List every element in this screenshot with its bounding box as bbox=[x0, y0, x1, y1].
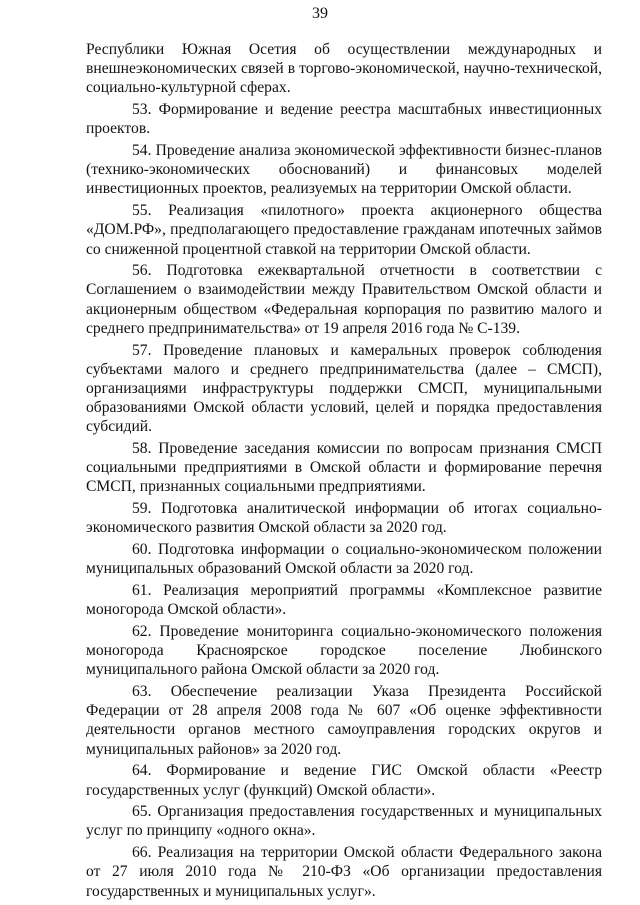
list-item: 54. Проведение анализа экономической эффективности бизнес-планов (технико-экономических обоснований) и финансовых моделей инвестиционных проектов, реализуемых на территории Омской области. bbox=[86, 142, 602, 198]
list-item: 59. Подготовка аналитической информации об итогах социально-экономического развития Омской области за 2020 год. bbox=[86, 500, 602, 537]
page-number: 39 bbox=[312, 5, 328, 22]
list-item: 56. Подготовка ежеквартальной отчетности в соответствии с Соглашением о взаимодействии между Правительством Омской области и акционерным обществом «Федеральная корпорация по развитию малого и среднего предпринимательства» от 19 апреля 2016 года № С-139. bbox=[86, 262, 602, 337]
list-item: 63. Обеспечение реализации Указа Президента Российской Федерации от 28 апреля 2008 года № 607 «Об оценке эффективности деятельности органов местного самоуправления городских округов и муниципальных районов» за 2020 год. bbox=[86, 683, 602, 758]
list-item: 62. Проведение мониторинга социально-экономического положения моногорода Красноярское городское поселение Любинского муниципального района Омской области за 2020 год. bbox=[86, 622, 602, 679]
list-item: 66. Реализация на территории Омской области Федерального закона от 27 июля 2010 года № 210-ФЗ «Об организации предоставления государственных и муниципальных услуг». bbox=[86, 844, 602, 900]
list-item: 55. Реализация «пилотного» проекта акционерного общества «ДОМ.РФ», предполагающего предоставление гражданам ипотечных займов со сниженной процентной ставкой на территории Омской области. bbox=[86, 202, 602, 258]
list-item: 57. Проведение плановых и камеральных проверок соблюдения субъектами малого и среднего предпринимательства (далее – СМСП), организациями инфраструктуры поддержки СМСП, муниципальными образованиями Омской области условий, целей и порядка предоставления субсидий. bbox=[86, 341, 602, 436]
list-item: 61. Реализация мероприятий программы «Комплексное развитие моногорода Омской области». bbox=[86, 581, 602, 619]
list-item: 53. Формирование и ведение реестра масштабных инвестиционных проектов. bbox=[86, 101, 602, 138]
list-item: 65. Организация предоставления государственных и муниципальных услуг по принципу «одного окна». bbox=[86, 803, 602, 840]
list-item: 64. Формирование и ведение ГИС Омской области «Реестр государственных услуг (функций) Омской области». bbox=[86, 762, 602, 799]
list-item: 60. Подготовка информации о социально-экономическом положении муниципальных образований Омской области за 2020 год. bbox=[86, 541, 602, 578]
list-item: 58. Проведение заседания комиссии по вопросам признания СМСП социальными предприятиями в Омской области и формирование перечня СМСП, признанных социальными предприятиями. bbox=[86, 440, 602, 496]
continuation-paragraph: Республики Южная Осетия об осуществлении международных и внешнеэкономических связей в торгово-экономической, научно-технической, социально-культурной сферах. bbox=[86, 41, 602, 97]
document-body bbox=[86, 40, 602, 903]
